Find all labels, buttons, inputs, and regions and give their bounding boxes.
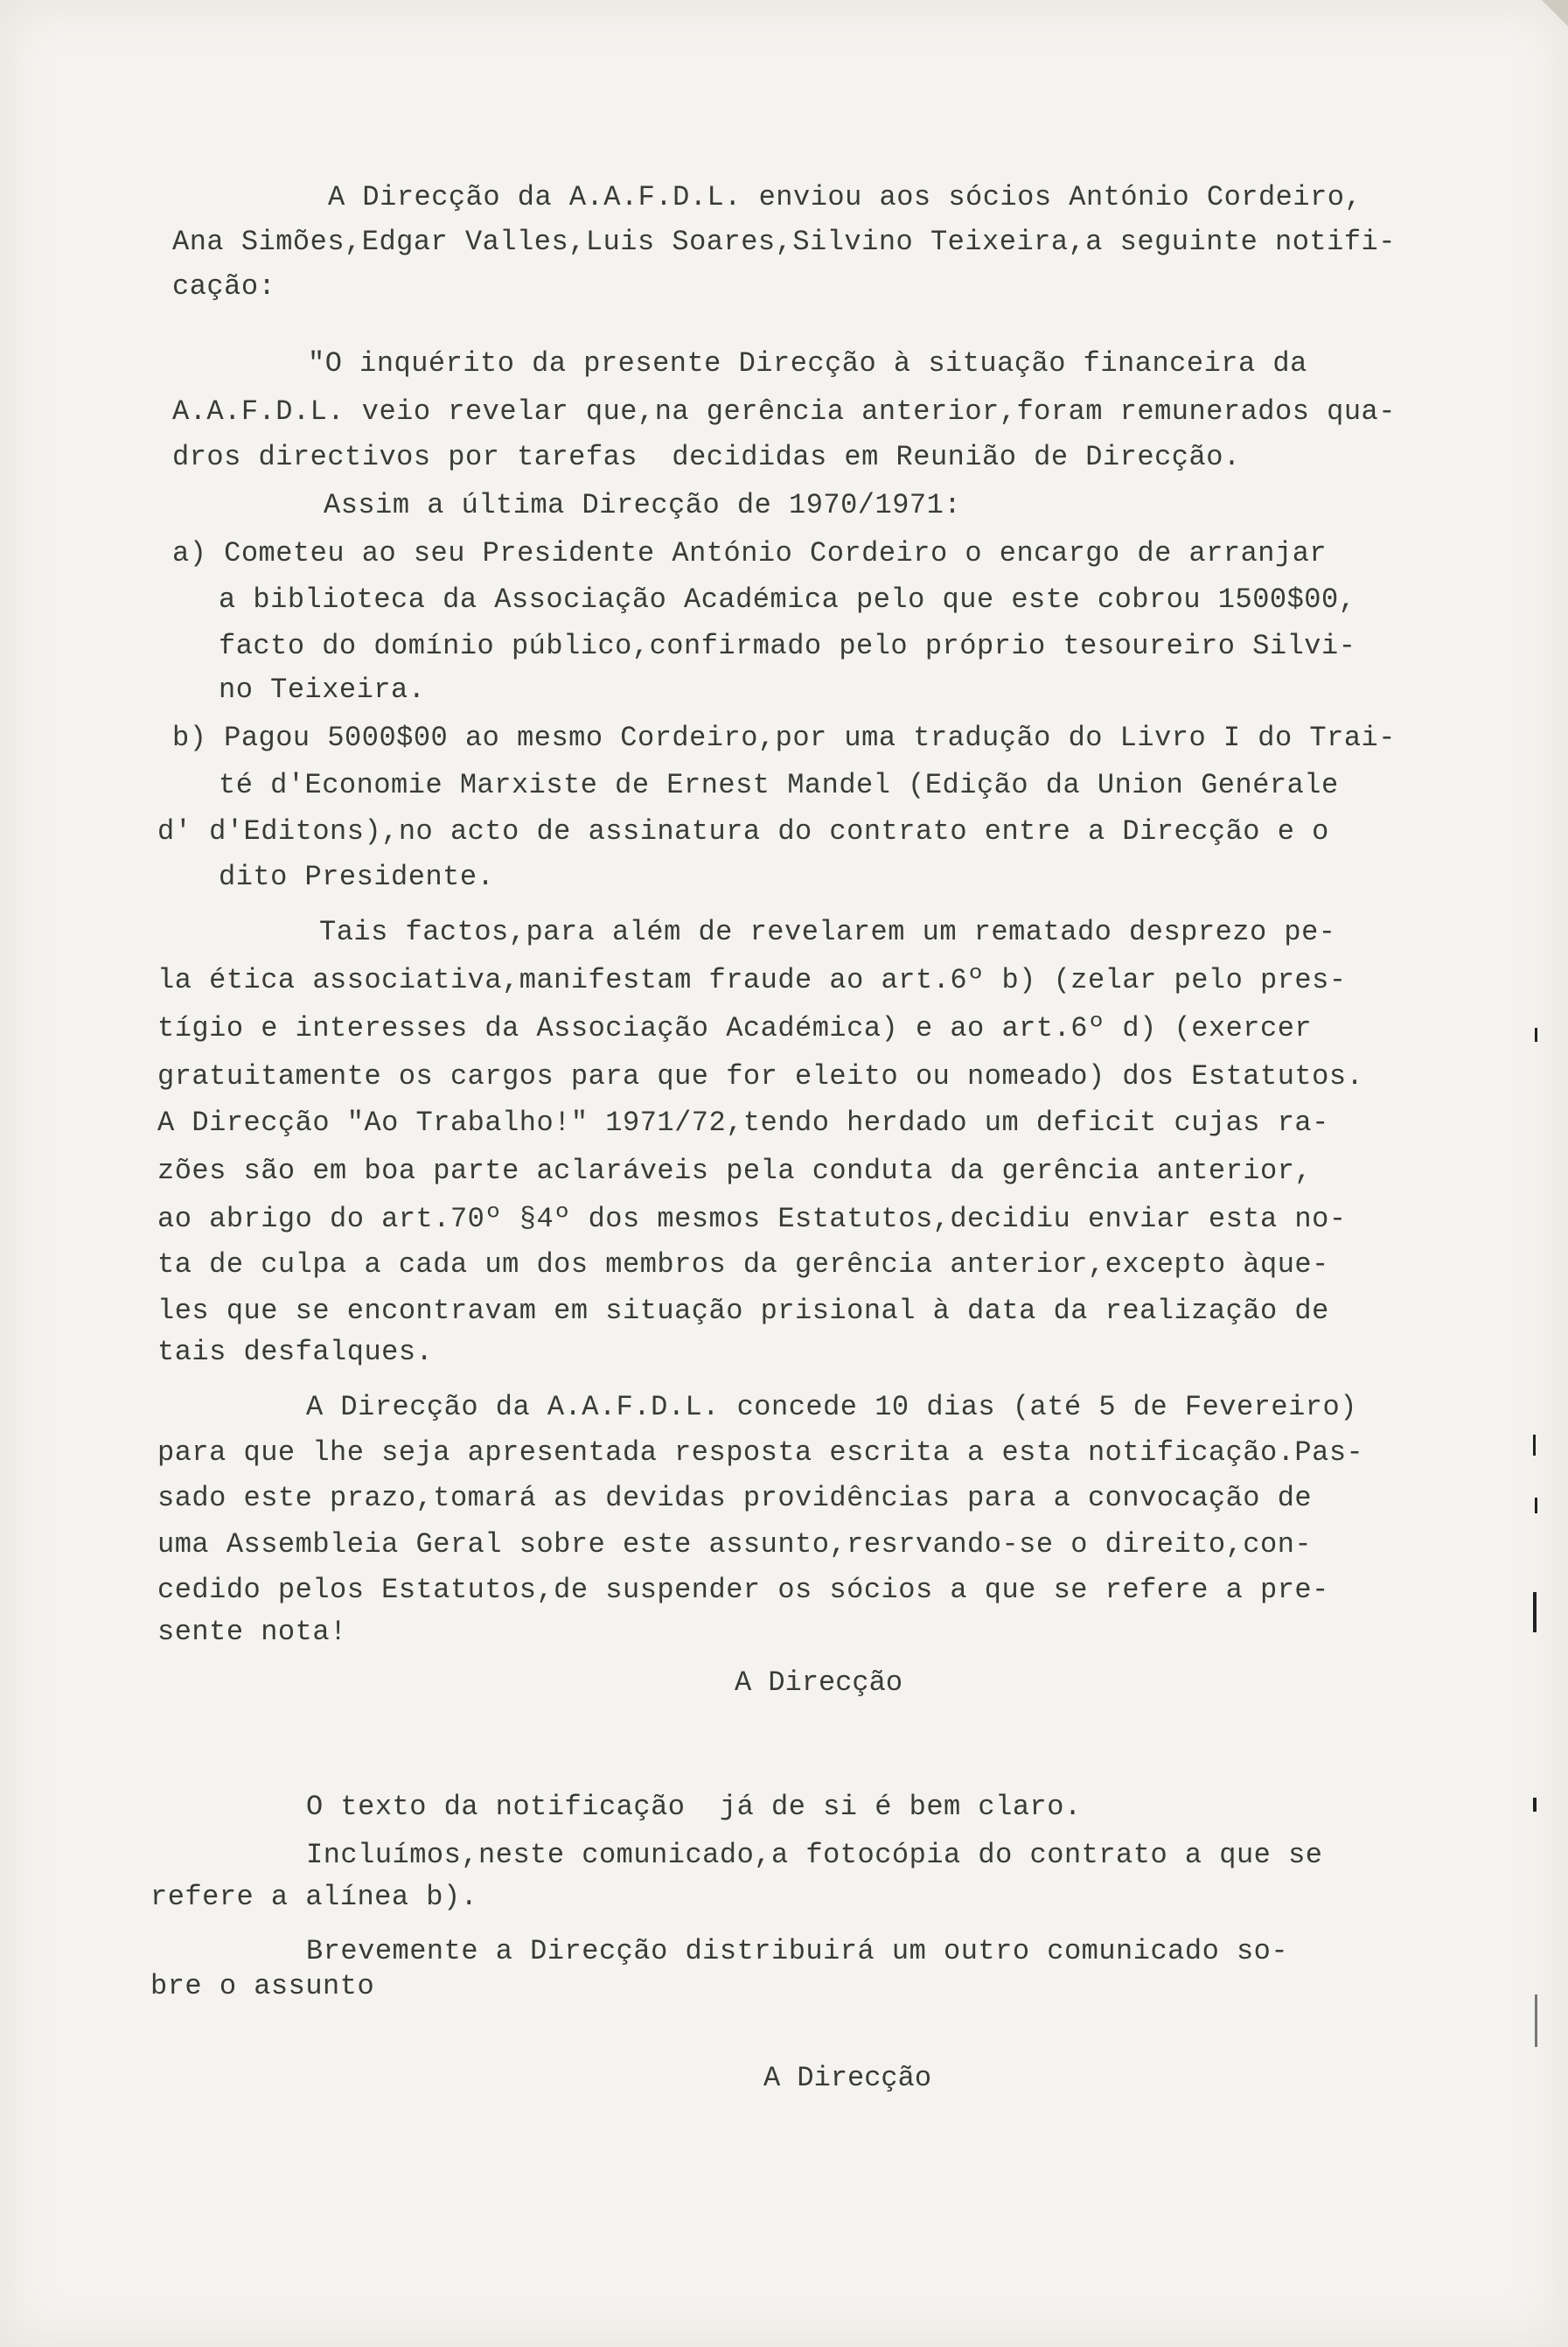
notification-line: a) Cometeu ao seu Presidente António Cordeiro o encargo de arranjar [172, 537, 1328, 569]
notification-line: sado este prazo,tomará as devidas providências para a convocação de [157, 1482, 1313, 1514]
closing-line: Brevemente a Direcção distribuirá um outro comunicado so- [306, 1935, 1289, 1967]
intro-line: Ana Simões,Edgar Valles,Luis Soares,Silvino Teixeira,a seguinte notifi- [172, 226, 1396, 258]
closing-line: O texto da notificação já de si é bem claro. [306, 1791, 1082, 1823]
notification-line: gratuitamente os cargos para que for eleito ou nomeado) dos Estatutos. [157, 1060, 1364, 1093]
notification-line: ao abrigo do art.70º §4º dos mesmos Estatutos,decidiu enviar esta no- [157, 1203, 1347, 1235]
notification-line: dros directivos por tarefas decididas em Reunião de Direcção. [172, 441, 1241, 473]
notification-line: dito Presidente. [219, 861, 495, 893]
notification-line: "O inquérito da presente Direcção à situação financeira da [308, 347, 1307, 380]
notification-line: té d'Economie Marxiste de Ernest Mandel (Edição da Union Genérale [219, 769, 1339, 801]
notification-line: tais desfalques. [157, 1336, 434, 1368]
notification-line: d' d'Editons),no acto de assinatura do contrato entre a Direcção e o [157, 815, 1329, 848]
closing-line: bre o assunto [150, 1970, 375, 2002]
notification-line: A.A.F.D.L. veio revelar que,na gerência anterior,foram remunerados qua- [172, 395, 1396, 428]
notification-line: uma Assembleia Geral sobre este assunto,resrvando-se o direito,con- [157, 1528, 1313, 1561]
closing-line: refere a alínea b). [150, 1881, 478, 1913]
notification-line: tígio e interesses da Associação Académica) e ao art.6º d) (exercer [157, 1012, 1313, 1044]
notification-line: A Direcção da A.A.F.D.L. concede 10 dias (até 5 de Fevereiro) [306, 1391, 1357, 1423]
notification-line: facto do domínio público,confirmado pelo próprio tesoureiro Silvi- [219, 630, 1356, 662]
intro-line: cação: [172, 270, 276, 303]
notification-line: para que lhe seja apresentada resposta escrita a esta notificação.Pas- [157, 1436, 1364, 1469]
notification-line: A Direcção "Ao Trabalho!" 1971/72,tendo herdado um deficit cujas ra- [157, 1107, 1329, 1139]
closing-line: Incluímos,neste comunicado,a fotocópia do contrato a que se [306, 1839, 1323, 1871]
notification-line: la ética associativa,manifestam fraude ao art.6º b) (zelar pelo pres- [157, 964, 1347, 996]
signature-direccao: A Direcção [735, 1666, 903, 1699]
notification-line: Tais factos,para além de revelarem um rematado desprezo pe- [319, 916, 1336, 948]
signature-direccao-final: A Direcção [763, 2062, 932, 2094]
notification-line: zões são em boa parte aclaráveis pela conduta da gerência anterior, [157, 1155, 1313, 1187]
notification-line: b) Pagou 5000$00 ao mesmo Cordeiro,por uma tradução do Livro I do Trai- [172, 722, 1396, 754]
notification-line: cedido pelos Estatutos,de suspender os sócios a que se refere a pre- [157, 1574, 1329, 1606]
notification-line: ta de culpa a cada um dos membros da gerência anterior,excepto àque- [157, 1248, 1329, 1281]
notification-line: a biblioteca da Associação Académica pelo que este cobrou 1500$00, [219, 583, 1356, 616]
notification-line: no Teixeira. [219, 674, 426, 706]
notification-line: Assim a última Direcção de 1970/1971: [324, 489, 962, 521]
intro-line: A Direcção da A.A.F.D.L. enviou aos sócios António Cordeiro, [328, 181, 1362, 213]
notification-line: sente nota! [157, 1616, 347, 1648]
notification-line: les que se encontravam em situação prisional à data da realização de [157, 1295, 1329, 1327]
